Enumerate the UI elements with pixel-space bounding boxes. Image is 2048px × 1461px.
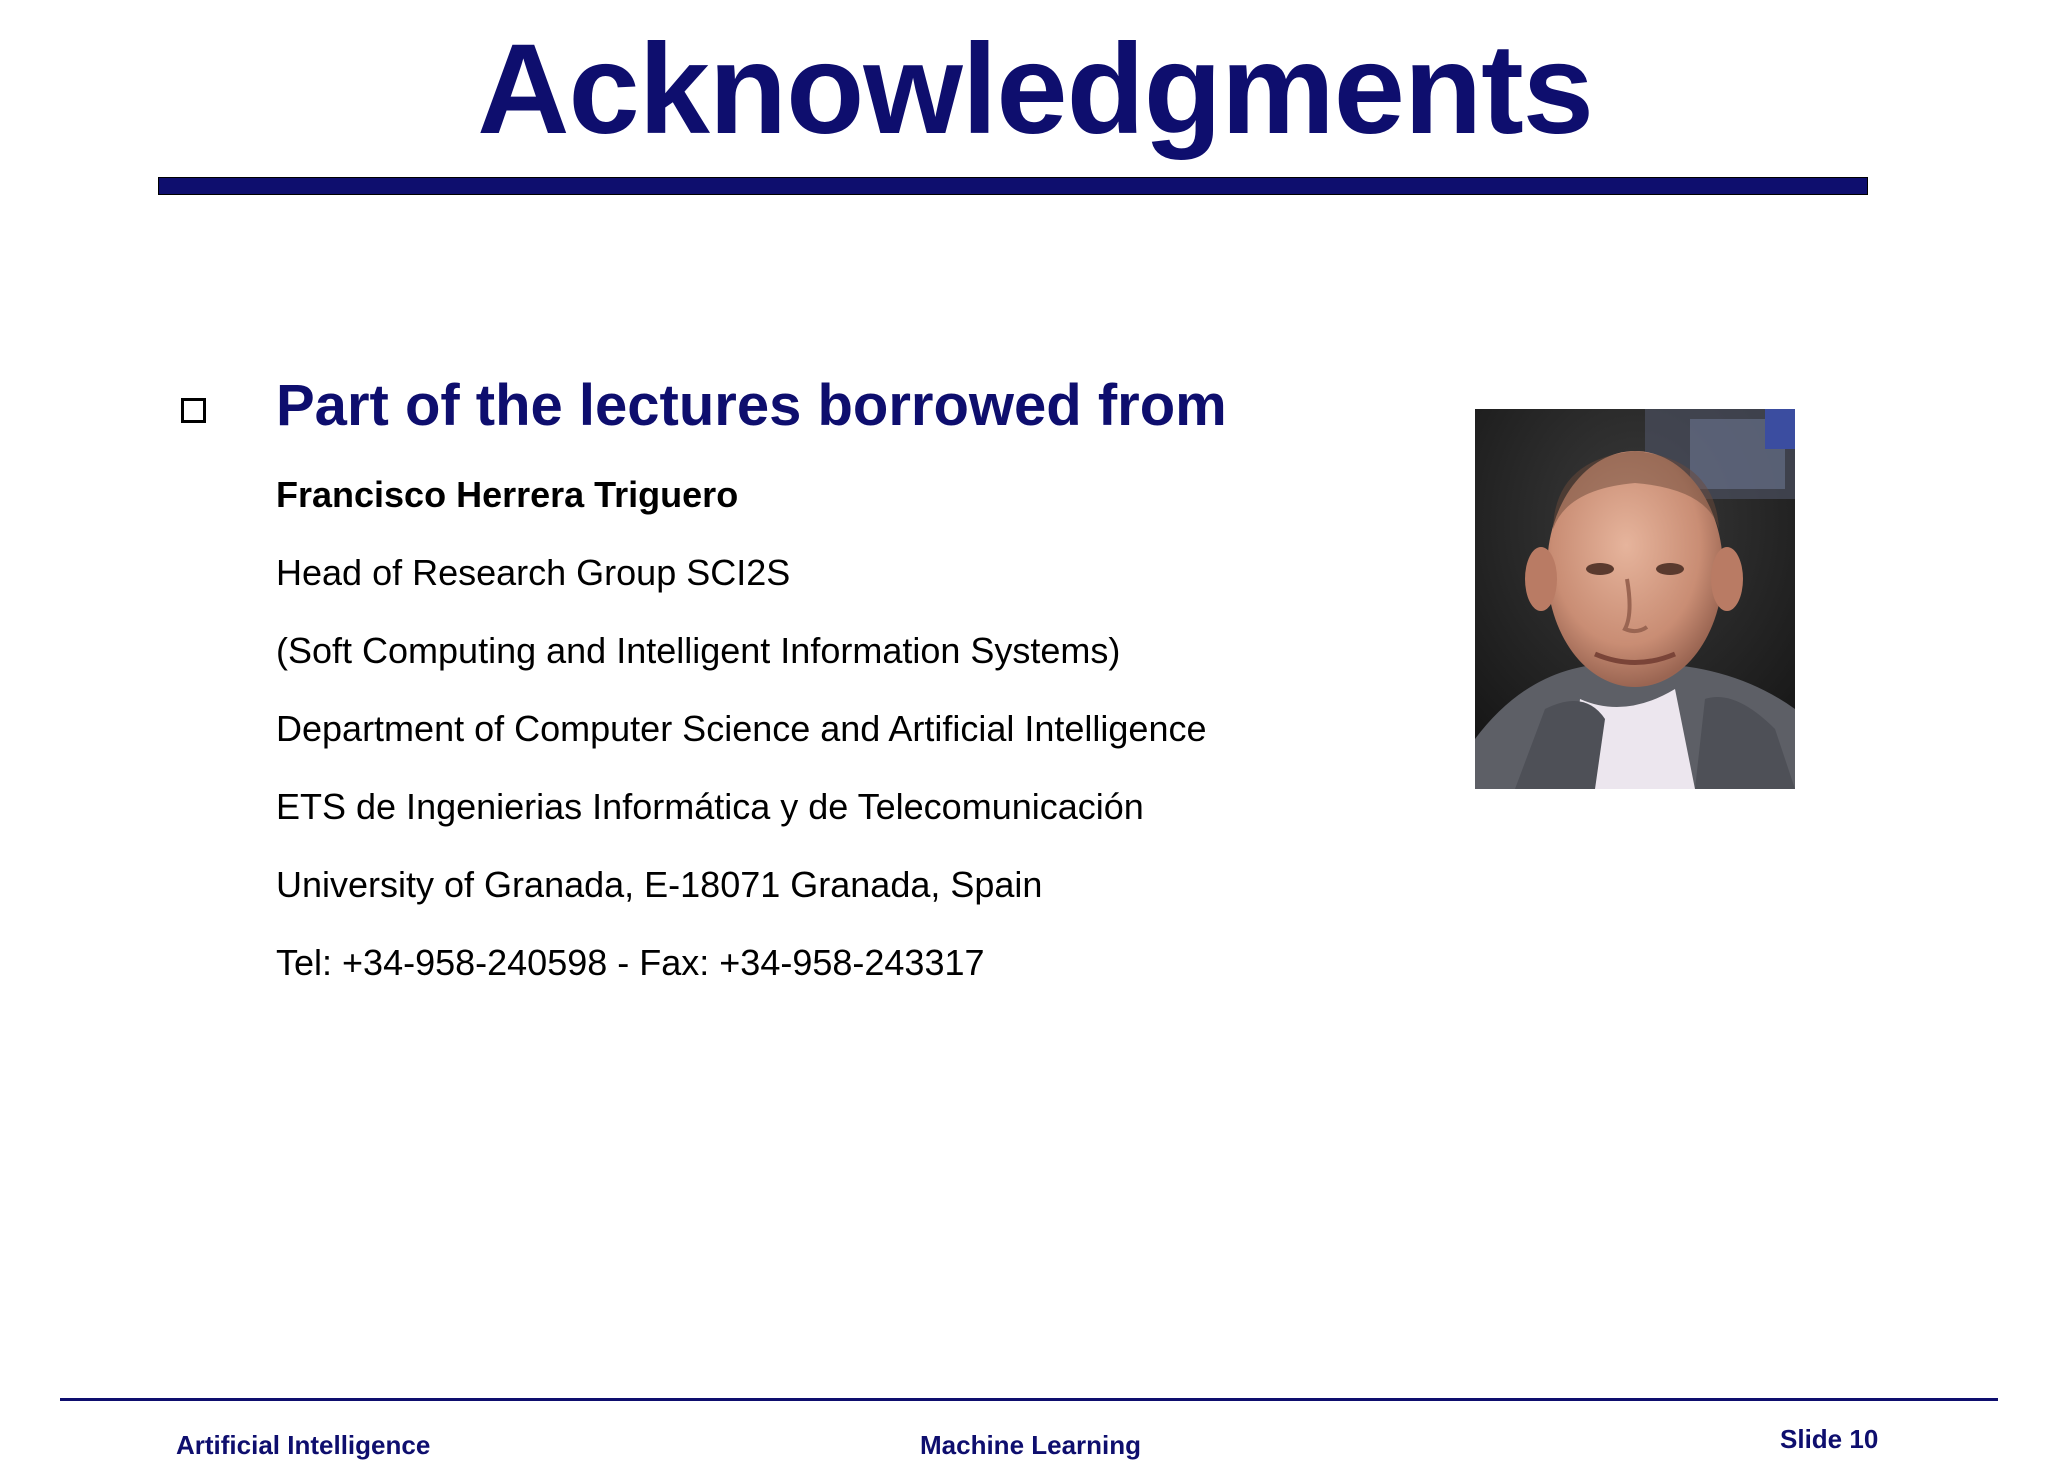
bullet-heading: Part of the lectures borrowed from — [276, 373, 1227, 438]
square-bullet-icon — [181, 398, 206, 423]
author-name: Francisco Herrera Triguero — [276, 474, 739, 515]
title-underline — [158, 177, 1868, 195]
footer-rule — [60, 1398, 1998, 1401]
contact-phone-fax: Tel: +34-958-240598 - Fax: +34-958-243317 — [276, 942, 985, 983]
footer-topic: Machine Learning — [920, 1430, 1142, 1460]
footer-course: Artificial Intelligence — [176, 1430, 431, 1460]
university: University of Granada, E-18071 Granada, Spain — [276, 864, 1043, 905]
author-portrait — [1475, 409, 1795, 789]
department: Department of Computer Science and Artificial Intelligence — [276, 708, 1207, 749]
author-role: Head of Research Group SCI2S — [276, 552, 791, 593]
slide-title: Acknowledgments — [477, 18, 1593, 161]
group-name: (Soft Computing and Intelligent Information Systems) — [276, 630, 1121, 671]
footer-slide-number: Slide 10 — [1780, 1424, 1879, 1454]
school: ETS de Ingenierias Informática y de Telecomunicación — [276, 786, 1144, 827]
